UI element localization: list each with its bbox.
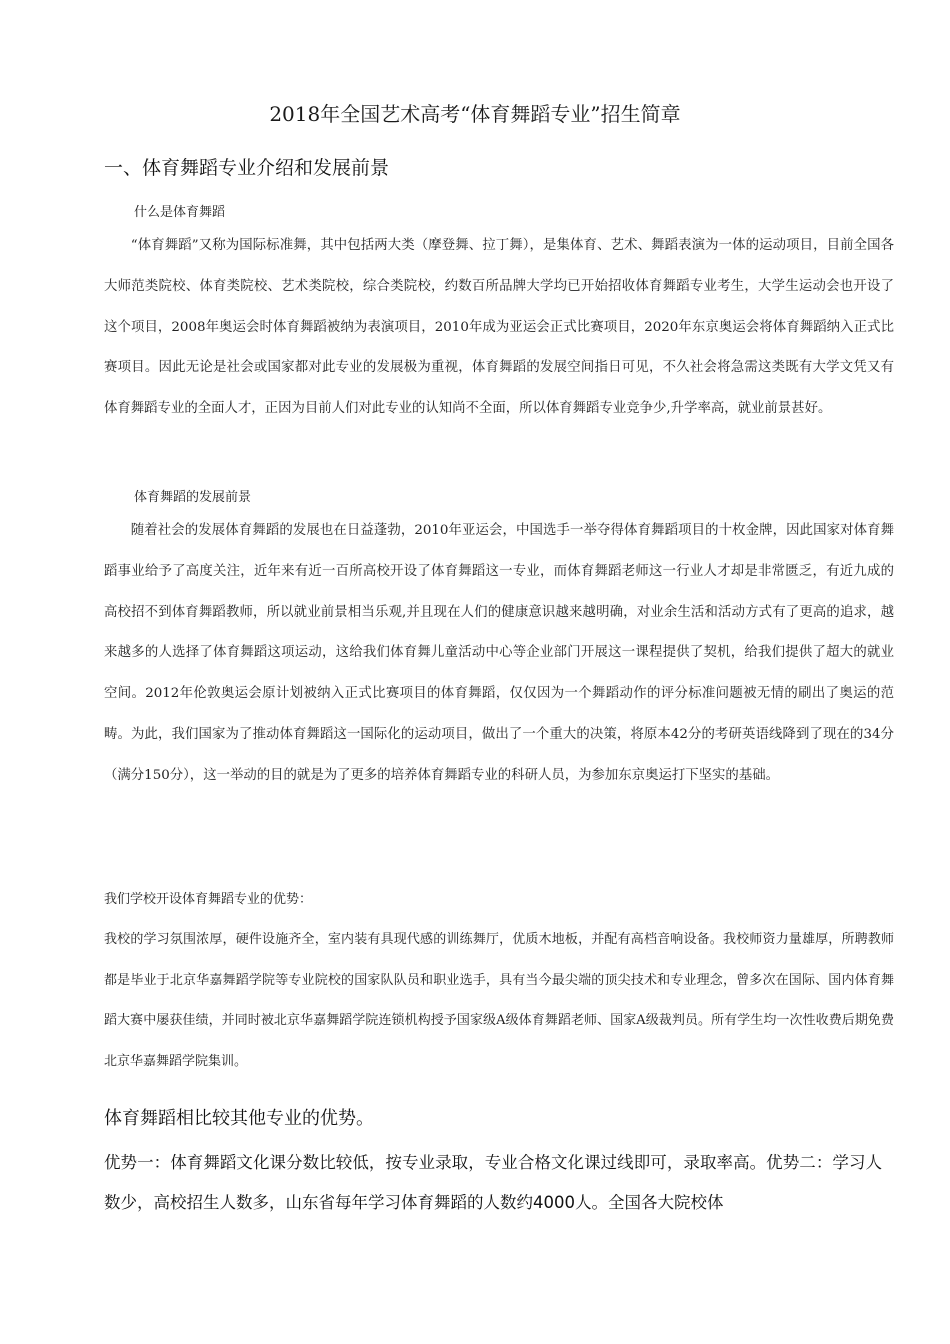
paragraph-prospects: 随着社会的发展体育舞蹈的发展也在日益蓬勃，2010年亚运会，中国选手一举夺得体育舞蹈项目的十枚金牌，因此国家对体育舞蹈事业给予了高度关注，近年来有近一百所高校开设了体育舞蹈这一专业，而体育舞蹈老师这一行业人才却是非常匮乏，有近九成的高校招不到体育舞蹈教师，所以就业前景相当乐观,并且现在人们的健康意识越来越明确，对业余生活和活动方式有了更高的追求，越来越多的人选择了体育舞蹈这项运动，这给我们体育舞儿童活动中心等企业部门开展这一课程提供了契机，给我们提供了超大的就业空间。2012年伦敦奥运会原计划被纳入正式比赛项目的体育舞蹈，仅仅因为一个舞蹈动作的评分标准问题被无情的刷出了奥运的范畴。为此，我们国家为了推动体育舞蹈这一国际化的运动项目，做出了一个重大的决策，将原本42分的考研英语线降到了现在的34分（满分150分），这一举动的目的就是为了更多的培养体育舞蹈专业的科研人员，为参加东京奥运打下坚实的基础。 — [104, 523, 894, 783]
section-heading-intro: 一、体育舞蹈专业介绍和发展前景 — [104, 157, 390, 179]
subheading-prospects: 体育舞蹈的发展前景 — [134, 490, 252, 505]
document-title: 2018年全国艺术高考“体育舞蹈专业”招生简章 — [269, 102, 681, 126]
paragraph-definition: “体育舞蹈”又称为国际标准舞，其中包括两大类（摩登舞、拉丁舞），是集体育、艺术、舞蹈表演为一体的运动项目，目前全国各大师范类院校、体育类院校、艺术类院校，综合类院校，约数百所品牌大学均已开始招收体育舞蹈专业考生，大学生运动会也开设了这个项目，2008年奥运会时体育舞蹈被纳为表演项目，2010年成为亚运会正式比赛项目，2020年东京奥运会将体育舞蹈纳入正式比赛项目。因此无论是社会或国家都对此专业的发展极为重视，体育舞蹈的发展空间指日可见，不久社会将急需这类既有大学文凭又有体育舞蹈专业的全面人才，正因为目前人们对此专业的认知尚不全面，所以体育舞蹈专业竞争少,升学率高，就业前景甚好。 — [104, 238, 894, 417]
paragraph-comparison: 优势一：体育舞蹈文化课分数比较低，按专业录取，专业合格文化课过线即可，录取率高。优势二：学习人数少，高校招生人数多，山东省每年学习体育舞蹈的人数约4000人。全国各大院校体 — [104, 1153, 882, 1212]
subheading-what-is: 什么是体育舞蹈 — [134, 205, 226, 220]
section-heading-comparison: 体育舞蹈相比较其他专业的优势。 — [104, 1108, 374, 1129]
paragraph-school-advantages: 我校的学习氛围浓厚，硬件设施齐全，室内装有具现代感的训练舞厅，优质木地板，并配有高档音响设备。我校师资力量雄厚，所聘教师都是毕业于北京华嘉舞蹈学院等专业院校的国家队队员和职业选手，具有当今最尖端的顶尖技术和专业理念，曾多次在国际、国内体育舞蹈大赛中屡获佳绩，并同时被北京华嘉舞蹈学院连锁机构授予国家级A级体育舞蹈老师、国家A级裁判员。所有学生均一次性收费后期免费北京华嘉舞蹈学院集训。 — [104, 932, 894, 1069]
advantages-intro-line: 我们学校开设体育舞蹈专业的优势： — [104, 892, 313, 907]
